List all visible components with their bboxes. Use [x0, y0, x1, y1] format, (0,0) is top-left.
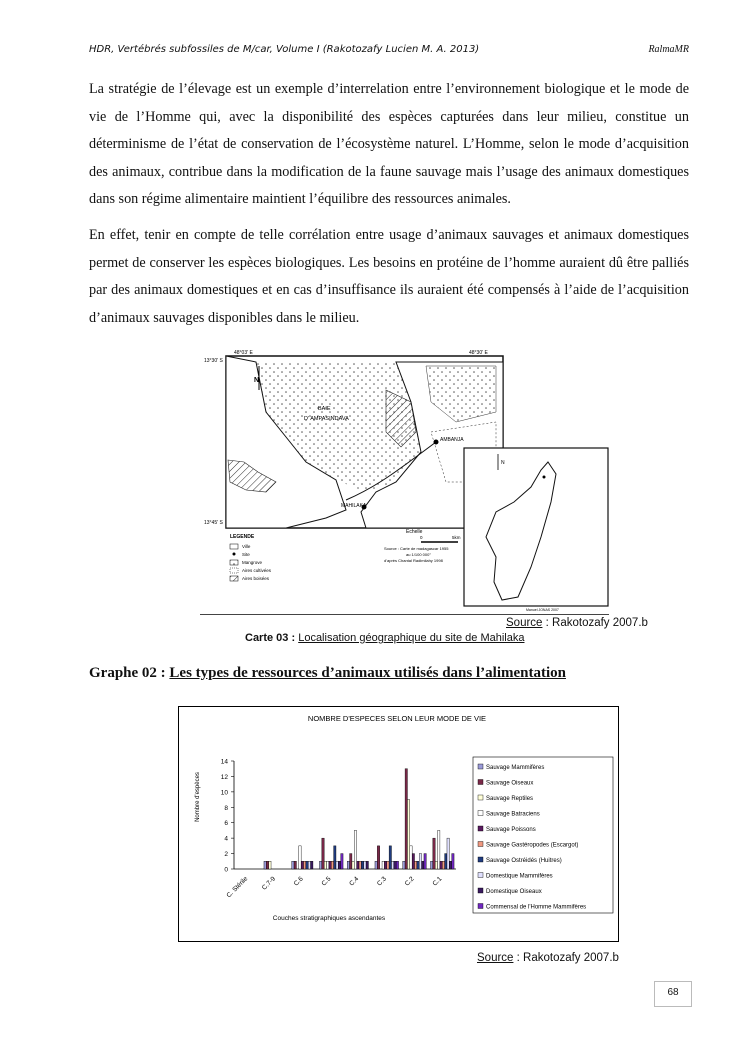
- bar: [412, 854, 414, 869]
- bar: [341, 854, 343, 869]
- y-tick-label: 12: [220, 773, 228, 781]
- bar: [327, 861, 329, 869]
- scale-km: 5km: [452, 535, 461, 540]
- bar: [338, 861, 340, 869]
- page-number: 68: [654, 981, 692, 1007]
- inset-site-marker: [543, 476, 546, 479]
- x-tick-label: C.3: [375, 875, 389, 888]
- bar: [440, 861, 442, 869]
- y-tick-label: 4: [224, 835, 228, 843]
- bar: [334, 846, 336, 869]
- bar: [410, 846, 412, 869]
- y-tick-label: 14: [220, 758, 228, 766]
- x-tick-label: C.7-9: [260, 875, 278, 892]
- bar: [438, 830, 440, 869]
- legend-item-4: Aires cultivées: [242, 568, 272, 573]
- bar-chart: [179, 707, 620, 943]
- legend-item-2: Site: [242, 552, 250, 557]
- bar: [449, 861, 451, 869]
- graph-heading: Graphe 02 : Les types de ressources d’animaux utilisés dans l’alimentation: [89, 665, 566, 681]
- bar: [329, 861, 331, 869]
- map-figure: [196, 342, 611, 614]
- bar: [357, 861, 359, 869]
- legend-swatch: [478, 764, 483, 769]
- legend-swatch: [478, 842, 483, 847]
- bar: [294, 861, 296, 869]
- bar: [319, 861, 321, 869]
- x-tick-label: C.4: [348, 875, 361, 888]
- legend-swatch: [478, 904, 483, 909]
- legend-swatch: [478, 826, 483, 831]
- bar: [364, 861, 366, 869]
- map-source-line-2: au 1/100 000°: [406, 552, 431, 557]
- bar: [301, 861, 303, 869]
- map-rule: [200, 614, 609, 615]
- town-label-mahilaka: MAHILAKA: [341, 503, 367, 509]
- scale-zero: 0: [420, 535, 423, 540]
- bar: [264, 861, 266, 869]
- bar: [417, 861, 419, 869]
- chart-source: Source : Rakotozafy 2007.b: [477, 952, 619, 964]
- y-tick-label: 10: [220, 789, 228, 797]
- legend-entry: Sauvage Gastéropodes (Escargot): [486, 842, 579, 849]
- x-tick-label: C.5: [320, 875, 333, 888]
- legend-swatch: [478, 811, 483, 816]
- bar: [324, 861, 326, 869]
- legend-entry: Sauvage Oiseaux: [486, 780, 534, 787]
- bar: [336, 861, 338, 869]
- legend-entry: Sauvage Mammifères: [486, 765, 545, 771]
- bar: [435, 861, 437, 869]
- legend-item-5: Aires boisées: [242, 576, 270, 581]
- paragraph-2: En effet, tenir en compte de telle corrélation entre usage d’animaux sauvages et animaux domestiques permet de conserver les espèces biologiques. Les besoins en protéine de l’homme auraient dû être palliés par des animaux domestiques et en cas d’insuffisance ils auraient été compensés à l’aide de l’acquisition d’animaux sauvages disponibles dans le milieu.: [89, 227, 689, 326]
- legend-entry: Domestique Mammifères: [486, 873, 553, 880]
- y-tick-label: 8: [224, 804, 228, 812]
- header-title: HDR, Vertébrés subfossiles de M/car, Volume I (Rakotozafy Lucien M. A. 2013): [89, 44, 480, 55]
- chart-ylabel: Nombre d'espèces: [195, 772, 201, 822]
- bar: [377, 846, 379, 869]
- inset-north-label: N: [501, 460, 505, 466]
- map-caption: Carte 03 : Localisation géographique du site de Mahilaka: [245, 632, 525, 644]
- map-source-line-3: d'après Chantal Radimilahy 1998: [384, 558, 443, 563]
- legend-swatch: [478, 795, 483, 800]
- town-ambanja-marker: [434, 440, 439, 445]
- bar: [269, 861, 271, 869]
- map-source-line-1: Source : Carte de madagascar 1955: [384, 546, 449, 551]
- running-header: [89, 44, 689, 55]
- x-tick-label: C.1: [431, 875, 444, 888]
- bar: [419, 854, 421, 869]
- legend-swatch: [478, 857, 483, 862]
- chart-container: [178, 706, 619, 942]
- x-tick-label: C.6: [292, 875, 305, 888]
- bar: [322, 838, 324, 869]
- bar: [308, 861, 310, 869]
- bar: [447, 838, 449, 869]
- bar: [405, 769, 407, 869]
- map-source: Source : Rakotozafy 2007.b: [506, 617, 648, 629]
- bar: [394, 861, 396, 869]
- legend-swatch: [478, 888, 483, 893]
- bar: [389, 846, 391, 869]
- bar: [352, 861, 354, 869]
- bar: [433, 838, 435, 869]
- bar: [366, 861, 368, 869]
- bar: [422, 861, 424, 869]
- legend-swatch: [478, 780, 483, 785]
- coord-top-left: 48°03' E: [234, 350, 253, 356]
- bar: [361, 861, 363, 869]
- y-tick-label: 0: [224, 866, 228, 874]
- bar: [375, 861, 377, 869]
- legend-entry: Sauvage Reptiles: [486, 796, 534, 802]
- legend-entry: Sauvage Poissons: [486, 827, 536, 833]
- bar: [299, 846, 301, 869]
- map-svg: [196, 342, 611, 614]
- legend-entry: Sauvage Ostréidés (Huitres): [486, 858, 562, 864]
- legend-entry: Sauvage Batraciens: [486, 811, 540, 818]
- bar: [306, 861, 308, 869]
- bar: [387, 861, 389, 869]
- inset-signature: Manuel JONAS 2007: [526, 608, 559, 612]
- y-tick-label: 6: [224, 820, 228, 828]
- bar: [430, 861, 432, 869]
- bar: [424, 854, 426, 869]
- y-tick-label: 2: [224, 851, 228, 859]
- legend-title: LEGENDE: [230, 534, 255, 540]
- bar: [350, 854, 352, 869]
- bar: [445, 854, 447, 869]
- bar: [403, 861, 405, 869]
- bar: [391, 861, 393, 869]
- bar: [354, 830, 356, 869]
- coord-left: 13°30' S: [204, 358, 223, 364]
- bar: [304, 861, 306, 869]
- legend-entry: Domestique Oiseaux: [486, 889, 542, 895]
- north-label: N: [254, 377, 260, 384]
- header-author: RalmaMR: [648, 44, 689, 55]
- bar: [384, 861, 386, 869]
- legend-entry: Commensal de l'Homme Mammifères: [486, 904, 587, 911]
- bar: [442, 861, 444, 869]
- paragraph-1: La stratégie de l’élevage est un exemple d’interrelation entre l’environnement biologique et le mode de vie de l’Homme qui, avec la disponibilité des espèces capturées dans leur milieu, constitue un déterminisme de l’état de conservation de l’écosystème naturel. L’Homme, selon le mode d’acquisition des animaux, contribue dans la modification de la faune sauvage mais l’usage des animaux domestiques dans son régime alimentaire maintient l’équilibre des ressources animales.: [89, 81, 689, 207]
- bar: [266, 861, 268, 869]
- bar: [347, 861, 349, 869]
- bar: [359, 861, 361, 869]
- bar: [292, 861, 294, 869]
- bay-label-1: BAIE: [318, 406, 331, 412]
- bar: [331, 861, 333, 869]
- bar: [382, 861, 384, 869]
- x-tick-label: C.2: [403, 875, 416, 888]
- coord-top-right: 48°30' E: [469, 350, 488, 356]
- legend-swatch: [478, 873, 483, 878]
- chart-xlabel: Couches stratigraphiques ascendantes: [272, 915, 386, 922]
- coord-bottom-left: 13°45' S: [204, 520, 223, 526]
- legend-item-1: Ville: [242, 544, 251, 549]
- bar: [452, 854, 454, 869]
- bar: [311, 861, 313, 869]
- town-label-ambanja: AMBANJA: [440, 437, 464, 443]
- bar: [407, 800, 409, 869]
- bay-label-2: D' AMPASINDAVA: [304, 416, 349, 422]
- bar: [415, 861, 417, 869]
- x-tick-label: C. Stérile: [225, 875, 250, 900]
- scale-label: Echelle: [406, 529, 423, 535]
- bar: [396, 861, 398, 869]
- chart-title: NOMBRE D'ESPECES SELON LEUR MODE DE VIE: [307, 714, 487, 723]
- legend-item-3: Mangrove: [242, 560, 263, 565]
